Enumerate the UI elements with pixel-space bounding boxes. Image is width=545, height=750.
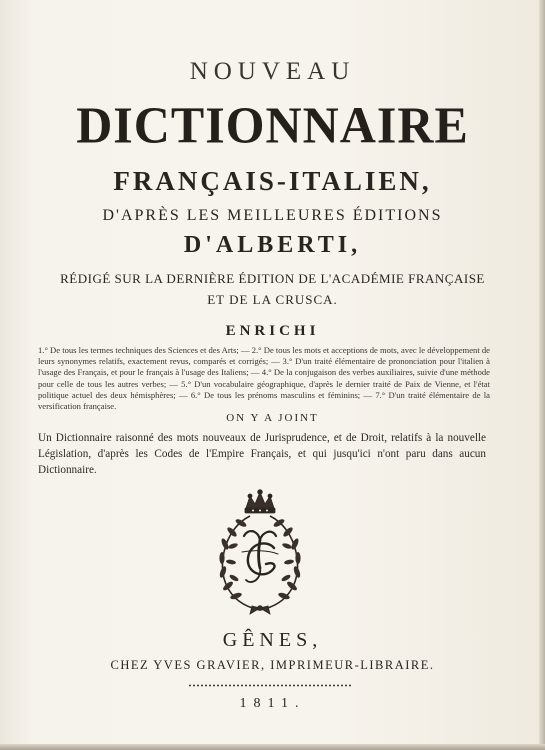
enrichi-contents: 1.° De tous les termes techniques des Sciences et des Arts; — 2.° De tous les mots et acceptions de mots, avec le développement de leurs synonymes relatifs, exactement revus, comparés et corrigés; — 3.° D'un traité élémentaire de prononciation pour l'italien à l'usage des Français, et pour le français à l'usage des Italiens; — 4.° De la conjugaison des verbes auxiliaires, suivie d'une méthode pour celle de tous les autres verbes; — 5.° D'un vocabulaire géographique, d'après le dernier traité de Paix de Vienne, et l'état politique actuel des deux hémisphères; — 6.° De tous les prénoms masculins et féminins; — 7.° D'un traité élémentaire de la versification française.	[38, 345, 490, 412]
subtitle-crusca: ET DE LA CRUSCA.	[207, 292, 338, 307]
title-nouveau: NOUVEAU	[189, 58, 356, 85]
title-dictionnaire: DICTIONNAIRE	[76, 95, 469, 155]
imprint-city: GÊNES,	[222, 629, 323, 651]
page-edge-bottom	[0, 744, 545, 750]
title-languages: FRANÇAIS-ITALIEN,	[113, 166, 432, 196]
subtitle-academie: RÉDIGÉ SUR LA DERNIÈRE ÉDITION DE L'ACADÉMIE FRANÇAISE	[60, 271, 485, 286]
subtitle-editions: D'APRÈS LES MEILLEURES ÉDITIONS	[102, 207, 443, 224]
joint-heading: ON Y A JOINT	[226, 412, 319, 424]
joint-text: Un Dictionnaire raisonné des mots nouveaux de Jurisprudence, et de Droit, relatifs à la nouvelle Législation, d'après les Codes de l'Empire Français, et qui jusqu'ici n'ont paru dans aucun Dictionnaire.	[38, 432, 486, 476]
dotted-rule	[188, 684, 353, 687]
imprint-printer: CHEZ YVES GRAVIER, IMPRIMEUR-LIBRAIRE.	[110, 658, 435, 672]
laurel-wreath-crown-emblem	[212, 488, 308, 618]
subtitle-alberti: D'ALBERTI,	[183, 232, 362, 258]
enrichi-heading: ENRICHI	[225, 323, 320, 339]
imprint-year: 1811.	[239, 696, 306, 711]
